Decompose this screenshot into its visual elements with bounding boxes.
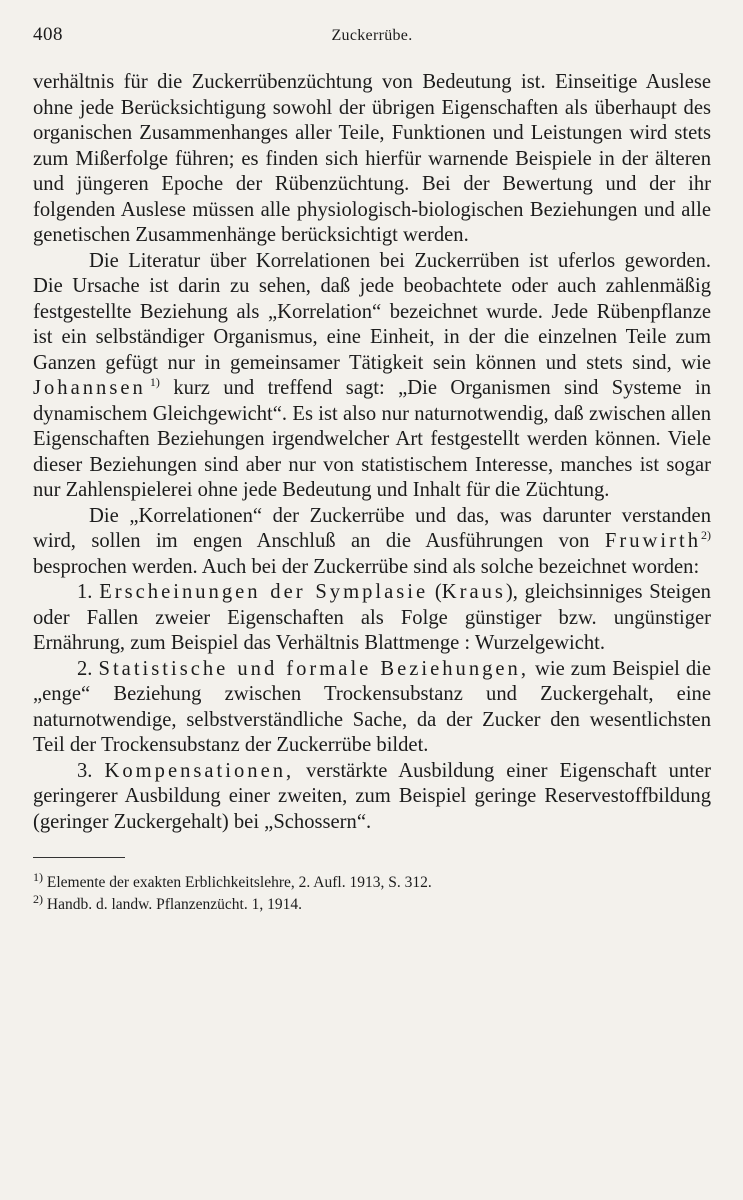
paragraph-3-text-b: besprochen werden. Auch bei der Zuckerrübe sind als solche bezeichnet worden: [33, 555, 700, 578]
footnote-text: Elemente der exakten Erblichkeitslehre, 2. Aufl. 1913, S. 312. [43, 874, 432, 891]
list-text: ), gleichsinniges Steigen oder Fallen zweier Eigenschaften als Folge günstiger bzw. ungünstiger Ernährung, zum Beispiel das Verhältnis Blattmenge : Wurzelgewicht. [33, 581, 711, 654]
footnote-2 [33, 891, 711, 916]
list-mid: ( [428, 581, 442, 603]
list-text: wie zum Beispiel die „enge“ Beziehung zwischen Trockensubstanz und Zuckergehalt, eine naturnotwendige, selbstverständliche Sache, da der Zucker den wesentlichsten Teil der Trockensubstanz der Zuckerrübe bildet. [33, 657, 711, 756]
author-name-fruwirth: Fruwirth [604, 530, 701, 552]
paragraph-2-text-b: kurz und treffend sagt: „Die Organismen sind Systeme in dynamischem Gleichgewicht“. Es ist also nur naturnotwendig, daß zwischen allen Eigenschaften Beziehungen irgendwelcher Art festgestellt werden können. Viele dieser Beziehungen sind aber nur von statistischem Interesse, manches ist sogar nur Zahlenspielerei ohne jede Bedeutung und Inhalt für die Züchtung. [33, 377, 711, 501]
list-number: 2. [77, 657, 93, 680]
footnote-ref-1: 1) [149, 375, 160, 390]
paragraph-2-text-a: Die Literatur über Korrelationen bei Zuckerrüben ist uferlos geworden. Die Ursache ist darin zu sehen, daß jede beobachtete oder auch zahlenmäßig festgestellte Beziehung als „Korrelation“ bezeichnet wurde. Jede Rübenpflanze ist ein selbständiger Organismus, eine Einheit, in der die einzelnen Teile zum Ganzen gefügt nur in gemeinsamer Tätigkeit sein können und stets sind, wie [33, 249, 711, 374]
book-page [33, 24, 711, 916]
running-head: Zuckerrübe. [331, 27, 413, 44]
list-term-author: Kraus [441, 581, 506, 603]
footnote-mark: 1) [33, 869, 43, 884]
footnote-text: Handb. d. landw. Pflanzenzücht. 1, 1914. [43, 896, 302, 913]
list-text: verstärkte Ausbildung einer Eigenschaft unter geringerer Ausbildung einer zweiten, zum Beispiel geringe Reservestoffbildung (geringer Zuckergehalt) bei „Schossern“. [33, 759, 711, 833]
page-header [33, 24, 711, 56]
list-term: Kompensationen, [104, 759, 295, 782]
list-item-2 [33, 657, 711, 759]
footnote-ref-2: 2) [701, 528, 711, 543]
list-number: 1. [77, 581, 93, 603]
author-name-johannsen: Johannsen [33, 377, 146, 399]
list-number: 3. [77, 759, 93, 782]
paragraph-1: verhältnis für die Zuckerrübenzüchtung von Bedeutung ist. Einseitige Auslese ohne jede Berücksichtigung sowohl der übrigen Eigenschaften als überhaupt des organischen Zusammenhanges aller Teile, Funktionen und Leistungen wird stets zum Mißerfolge führen; es finden sich hierfür warnende Beispiele in der älteren und jüngeren Epoche der Rübenzüchtung. Bei der Bewertung und der ihr folgenden Auslese müssen alle physiologisch-biologischen Beziehungen und alle genetischen Zusammenhänge berücksichtigt werden. [33, 71, 711, 246]
paragraph-3-text-a: Die „Korrelationen“ der Zuckerrübe und das, was darunter verstanden wird, sollen im engen Anschluß an die Ausführungen von [33, 504, 711, 552]
paragraph-3 [33, 504, 711, 581]
paragraph-2 [33, 249, 711, 504]
footnote-mark: 2) [33, 891, 43, 906]
footnotes [33, 869, 711, 916]
footnote-divider [33, 857, 125, 858]
list-item-3 [33, 759, 711, 836]
page-number: 408 [33, 24, 63, 45]
list-item-1 [33, 580, 711, 657]
footnote-1 [33, 869, 711, 894]
list-term: Statistische und formale Beziehungen, [98, 657, 529, 680]
body-text [33, 70, 711, 835]
list-term: Erscheinungen der Symplasie [99, 581, 429, 603]
